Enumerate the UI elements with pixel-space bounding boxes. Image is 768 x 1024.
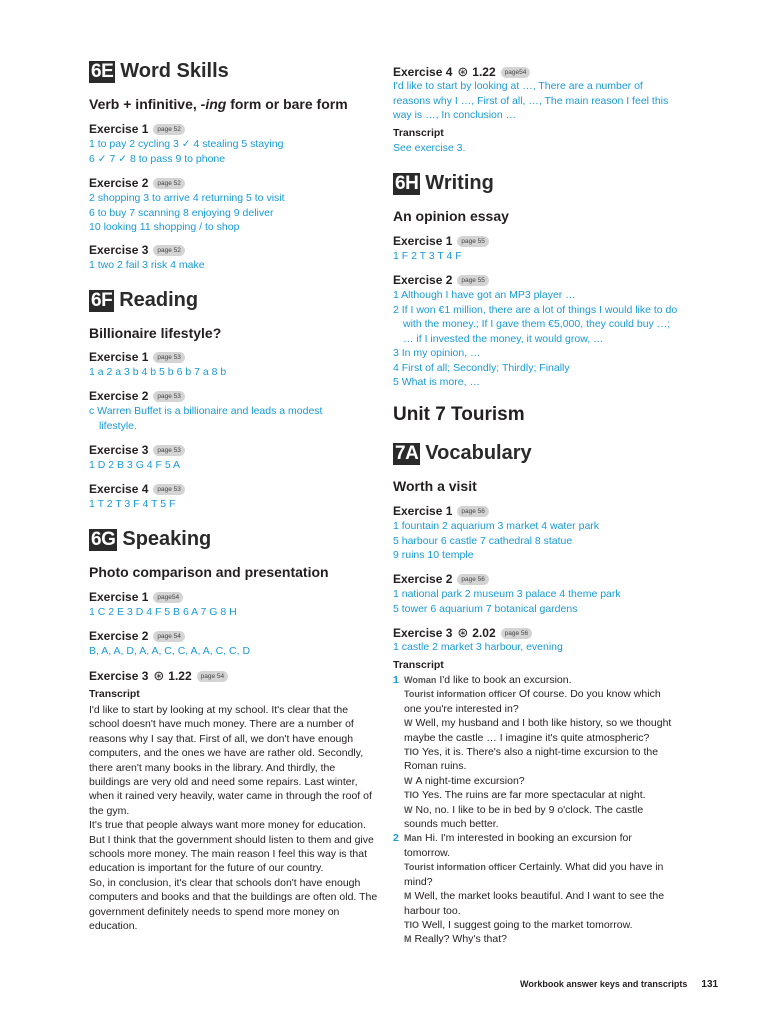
speaker-name: TIO bbox=[404, 919, 419, 930]
section-badge: 6G bbox=[91, 528, 116, 550]
section-subtitle: Photo comparison and presentation bbox=[89, 564, 329, 580]
track-number: 2.02 bbox=[472, 626, 496, 640]
answer-line: 1 to pay 2 cycling 3 ✓ 4 stealing 5 staying bbox=[89, 138, 284, 150]
page-pill: page 54 bbox=[197, 671, 229, 682]
page-pill: page 54 bbox=[153, 631, 185, 642]
speaker-name: TIO bbox=[404, 790, 419, 801]
answers bbox=[393, 587, 621, 616]
speaker-name: Tourist information officer bbox=[404, 689, 516, 700]
answer-line: 1 T 2 T 3 F 4 T 5 F bbox=[89, 498, 176, 510]
transcript-reference bbox=[393, 141, 465, 156]
speaker-name: W bbox=[404, 718, 413, 729]
page-pill: page 53 bbox=[153, 352, 185, 363]
dialogue-line bbox=[393, 673, 678, 687]
answers bbox=[393, 288, 678, 390]
exercise-heading bbox=[89, 243, 185, 257]
dialogue-text: Certainly. What did you have in mind? bbox=[404, 861, 664, 888]
answers bbox=[89, 404, 339, 433]
page-pill: page 53 bbox=[153, 484, 185, 495]
exercise-label: Exercise 4 bbox=[393, 65, 453, 79]
section-6g-heading bbox=[89, 528, 211, 551]
audio-cd-icon: ⊛ bbox=[153, 668, 165, 683]
page-pill: page 52 bbox=[153, 178, 185, 189]
subtitle-part: Verb + infinitive, bbox=[89, 96, 201, 112]
exercise-label: Exercise 1 bbox=[89, 350, 149, 364]
dialogue-number: 1 bbox=[393, 674, 399, 686]
answers bbox=[393, 519, 599, 563]
dialogue-text: Well, my husband and I both like history, so we thought maybe the castle … I imagine it's quite atmospheric? bbox=[404, 717, 672, 744]
exercise-heading bbox=[89, 389, 185, 403]
dialogue-line bbox=[393, 788, 678, 802]
section-subtitle bbox=[89, 96, 348, 112]
answer-line: 5 What is more, … bbox=[393, 376, 480, 388]
answers bbox=[89, 191, 285, 235]
page-pill: page 52 bbox=[153, 124, 185, 135]
page-footer bbox=[520, 979, 718, 990]
exercise-label: Exercise 3 bbox=[393, 626, 453, 640]
transcript-body bbox=[89, 703, 379, 934]
answer-line: 4 First of all; Secondly; Thirdly; Finally bbox=[393, 361, 570, 374]
answer-line: 10 looking 11 shopping / to shop bbox=[89, 221, 240, 233]
dialogue-number: 2 bbox=[393, 832, 399, 845]
dialogue-line bbox=[393, 889, 678, 918]
answer-line: 9 ruins 10 temple bbox=[393, 549, 474, 561]
speaker-name: Tourist information officer bbox=[404, 862, 516, 873]
answer-line: 1 C 2 E 3 D 4 F 5 B 6 A 7 G 8 H bbox=[89, 606, 237, 618]
exercise-label: Exercise 1 bbox=[393, 504, 453, 518]
section-title: Reading bbox=[119, 289, 199, 311]
exercise-heading bbox=[89, 482, 185, 496]
exercise-heading bbox=[89, 176, 185, 190]
exercise-heading bbox=[393, 572, 489, 586]
exercise-heading bbox=[89, 668, 228, 684]
dialogue-text: A night-time excursion? bbox=[415, 774, 525, 787]
dialogue-line bbox=[393, 831, 678, 860]
section-6e-heading bbox=[89, 60, 229, 83]
speaker-name: Woman bbox=[404, 675, 437, 685]
answers bbox=[89, 644, 250, 659]
exercise-label: Exercise 2 bbox=[89, 389, 149, 403]
answer-line: I'd like to start by looking at …, There are a number of reasons why I …, First of all, …, The main reason I feel this way is …, In conclusion … bbox=[393, 80, 669, 121]
page-pill: page54 bbox=[153, 592, 183, 603]
dialogue-line bbox=[393, 803, 678, 832]
section-badge: 6H bbox=[395, 172, 419, 194]
footer-text: Workbook answer keys and transcripts bbox=[520, 979, 688, 989]
exercise-heading bbox=[393, 234, 489, 248]
section-6f-heading bbox=[89, 289, 198, 312]
exercise-heading bbox=[393, 64, 530, 80]
section-badge: 6E bbox=[91, 60, 114, 82]
answer-line: See exercise 3. bbox=[393, 142, 466, 154]
answers bbox=[89, 497, 175, 512]
page-pill: page 56 bbox=[457, 574, 489, 585]
exercise-label: Exercise 2 bbox=[89, 629, 149, 643]
transcript-paragraph: I'd like to start by looking at my school. It's clear that the school doesn't have much money. There are a number of reasons why I say that. First of all, we don't have enough computers, and the ones we have are rather old. Secondly, there aren't many books in the library. And thirdly, the buildings are very old and need some repairs. Last winter, when it rained very heavily, water came in through the roof of the gym. bbox=[89, 704, 372, 817]
transcript-paragraph: It's true that people always want more money for education. But I think that the government should listen to them and give schools more money. The main reason I feel this way is that education is important for the future of our country. bbox=[89, 819, 374, 875]
speaker-name: W bbox=[404, 804, 413, 815]
transcript-label: Transcript bbox=[393, 127, 444, 139]
exercise-label: Exercise 1 bbox=[89, 590, 149, 604]
exercise-label: Exercise 1 bbox=[89, 122, 149, 136]
answer-line: 1 Although I have got an MP3 player … bbox=[393, 289, 576, 301]
answer-line: c Warren Buffet is a billionaire and leads a modest lifestyle. bbox=[89, 405, 323, 432]
speaker-name: Man bbox=[404, 833, 422, 844]
answer-line: 1 F 2 T 3 T 4 F bbox=[393, 250, 462, 262]
dialogue-text: No, no. I like to be in bed by 9 o'clock. The castle sounds much better. bbox=[404, 803, 644, 831]
section-title: Word Skills bbox=[120, 60, 229, 82]
unit-title: Unit 7 Tourism bbox=[393, 404, 525, 425]
answers bbox=[89, 258, 205, 273]
speaker-name: M bbox=[404, 891, 412, 902]
speaker-name: M bbox=[404, 934, 412, 945]
answer-line: 1 fountain 2 aquarium 3 market 4 water park bbox=[393, 520, 600, 532]
answers bbox=[89, 458, 180, 473]
answers bbox=[89, 137, 283, 166]
answers bbox=[393, 79, 678, 123]
page-pill: page 53 bbox=[153, 445, 185, 456]
page-pill: page 56 bbox=[501, 628, 533, 639]
audio-cd-icon: ⊛ bbox=[457, 64, 469, 79]
answer-line: 1 castle 2 market 3 harbour, evening bbox=[393, 641, 563, 653]
dialogue-line bbox=[393, 745, 678, 774]
dialogue-line bbox=[393, 932, 678, 946]
exercise-label: Exercise 1 bbox=[393, 234, 453, 248]
transcript-label: Transcript bbox=[393, 659, 444, 671]
answer-line: 2 If I won €1 million, there are a lot of things I would like to do with the money.; If I gave them €5,000, they could buy …; … if I invested the money, it would grow, … bbox=[393, 303, 678, 345]
dialogue-line bbox=[393, 860, 678, 889]
dialogue-line bbox=[393, 716, 678, 745]
page-pill: page 53 bbox=[153, 391, 185, 402]
dialogue-line bbox=[393, 687, 678, 716]
exercise-label: Exercise 4 bbox=[89, 482, 149, 496]
answer-line: 3 In my opinion, … bbox=[393, 347, 481, 359]
answers bbox=[89, 365, 226, 380]
exercise-heading bbox=[393, 273, 489, 287]
exercise-label: Exercise 2 bbox=[393, 572, 453, 586]
exercise-heading bbox=[393, 625, 532, 641]
dialogue-text: Really? Why's that? bbox=[414, 933, 507, 946]
exercise-heading bbox=[89, 443, 185, 457]
answer-line: 1 national park 2 museum 3 palace 4 theme park bbox=[393, 588, 621, 600]
page-number: 131 bbox=[701, 979, 719, 990]
page-pill: page 56 bbox=[457, 506, 489, 517]
dialogue-line bbox=[393, 774, 678, 788]
exercise-heading bbox=[89, 350, 185, 364]
exercise-label: Exercise 3 bbox=[89, 443, 149, 457]
transcript-dialogue bbox=[393, 673, 678, 947]
answer-line: 1 D 2 B 3 G 4 F 5 A bbox=[89, 459, 181, 471]
section-subtitle: An opinion essay bbox=[393, 208, 509, 224]
subtitle-part: form or bare form bbox=[226, 96, 348, 112]
transcript-label: Transcript bbox=[89, 688, 140, 700]
dialogue-text: I'd like to book an excursion. bbox=[439, 674, 572, 686]
answer-line: B, A, A, D, A, A, C, C, A, A, C, C, D bbox=[89, 645, 251, 657]
dialogue-text: Hi. I'm interested in booking an excursion for tomorrow. bbox=[404, 832, 632, 859]
answers bbox=[393, 640, 563, 655]
exercise-label: Exercise 3 bbox=[89, 669, 149, 683]
subtitle-italic: -ing bbox=[200, 96, 227, 112]
speaker-name: W bbox=[404, 775, 413, 786]
transcript-paragraph: So, in conclusion, it's clear that schools don't have enough computers and books and that the buildings are often old. The government definitely needs to spend more money on education. bbox=[89, 876, 378, 933]
page-pill: page 55 bbox=[457, 236, 489, 247]
answer-line: 5 tower 6 aquarium 7 botanical gardens bbox=[393, 602, 578, 615]
dialogue-text: Yes, it is. There's also a night-time excursion to the Roman ruins. bbox=[404, 746, 659, 773]
dialogue-line bbox=[393, 918, 678, 932]
exercise-heading bbox=[393, 504, 489, 518]
track-number: 1.22 bbox=[168, 669, 192, 683]
answer-line: 2 shopping 3 to arrive 4 returning 5 to visit bbox=[89, 192, 285, 204]
exercise-label: Exercise 2 bbox=[393, 273, 453, 287]
exercise-heading bbox=[89, 629, 185, 643]
section-title: Vocabulary bbox=[425, 442, 532, 464]
section-badge: 7A bbox=[395, 442, 419, 464]
answer-line: 6 ✓ 7 ✓ 8 to pass 9 to phone bbox=[89, 152, 226, 165]
audio-cd-icon: ⊛ bbox=[457, 625, 469, 640]
page-pill: page54 bbox=[501, 67, 531, 78]
page-pill: page 55 bbox=[457, 275, 489, 286]
dialogue-text: Well, the market looks beautiful. And I want to see the harbour too. bbox=[404, 890, 665, 917]
exercise-label: Exercise 2 bbox=[89, 176, 149, 190]
exercise-heading bbox=[89, 590, 183, 604]
answer-line: 1 a 2 a 3 b 4 b 5 b 6 b 7 a 8 b bbox=[89, 366, 227, 378]
answer-line: 6 to buy 7 scanning 8 enjoying 9 deliver bbox=[89, 206, 274, 219]
section-subtitle: Worth a visit bbox=[393, 478, 477, 494]
dialogue-text: Yes. The ruins are far more spectacular at night. bbox=[422, 789, 646, 802]
section-subtitle: Billionaire lifestyle? bbox=[89, 325, 222, 341]
answers bbox=[393, 249, 462, 264]
answers bbox=[89, 605, 237, 620]
dialogue-text: Well, I suggest going to the market tomorrow. bbox=[422, 918, 633, 931]
track-number: 1.22 bbox=[472, 65, 496, 79]
dialogue-text: Of course. Do you know which one you're interested in? bbox=[404, 688, 661, 715]
section-7a-heading bbox=[393, 442, 532, 465]
page-pill: page 52 bbox=[153, 245, 185, 256]
section-badge: 6F bbox=[91, 289, 113, 311]
answer-line: 1 two 2 fail 3 risk 4 make bbox=[89, 259, 205, 271]
section-title: Speaking bbox=[122, 528, 212, 550]
section-6h-heading bbox=[393, 172, 494, 195]
speaker-name: TIO bbox=[404, 747, 419, 758]
exercise-label: Exercise 3 bbox=[89, 243, 149, 257]
answer-line: 5 harbour 6 castle 7 cathedral 8 statue bbox=[393, 534, 573, 547]
section-title: Writing bbox=[425, 172, 494, 194]
exercise-heading bbox=[89, 122, 185, 136]
